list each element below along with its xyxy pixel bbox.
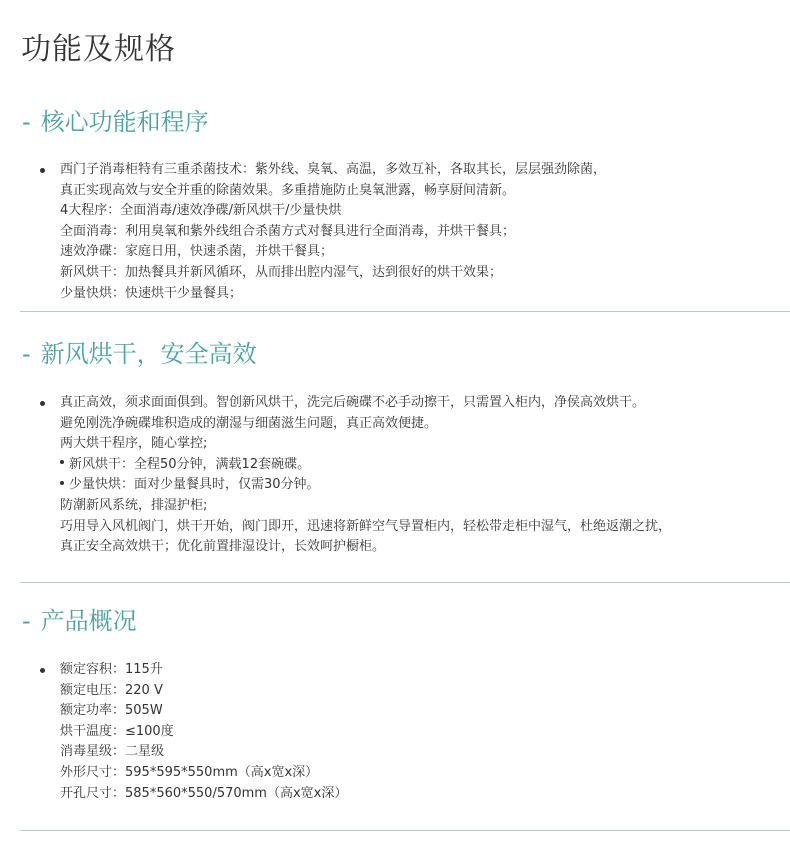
section-heading-product-overview xyxy=(22,603,137,639)
spec-item: 额定电压：220 V xyxy=(60,682,163,698)
section-body-fresh-air-drying xyxy=(40,393,671,558)
list-item: 速效净碟：家庭日用，快速杀菌，并烘干餐具； xyxy=(60,244,334,260)
section-heading-fresh-air-drying xyxy=(22,336,257,372)
spec-item: 开孔尺寸：585*560*550/570mm（高x宽x深） xyxy=(60,785,348,801)
list-item: 两大烘干程序，随心掌控; xyxy=(60,436,208,452)
spec-item: 外形尺寸：595*595*550mm（高x宽x深） xyxy=(60,764,319,780)
bullet-icon xyxy=(40,168,45,173)
list-item: 防潮新风系统，排湿护柜; xyxy=(60,497,208,513)
heading-dash: - xyxy=(22,340,31,368)
heading-dash: - xyxy=(22,607,31,635)
section-divider xyxy=(20,582,790,583)
list-item: 新风烘干：加热餐具并新风循环，从而排出腔内湿气，达到很好的烘干效果； xyxy=(60,264,503,280)
sub-item-text: 新风烘干：全程50分钟，满载12套碗碟。 xyxy=(69,456,311,472)
section-body-product-overview xyxy=(40,660,347,804)
list-item: 避免刚洗净碗碟堆积造成的潮湿与细菌滋生问题，真正高效便捷。 xyxy=(60,415,438,431)
list-item: 真正安全高效烘干；优化前置排湿设计，长效呵护橱柜。 xyxy=(60,539,386,555)
bullet-icon xyxy=(40,401,45,406)
section-heading-core-functions xyxy=(22,104,209,140)
section-title: 产品概况 xyxy=(40,607,137,635)
spec-item: 烘干温度：≤100度 xyxy=(60,723,174,739)
sub-bullet-icon xyxy=(60,460,64,464)
sub-item-text: 少量快烘：面对少量餐具时，仅需30分钟。 xyxy=(69,477,320,493)
bullet-icon xyxy=(40,668,45,673)
section-body-core-functions xyxy=(40,160,606,304)
list-item: 少量快烘：快速烘干少量餐具； xyxy=(60,285,243,301)
list-item: 4大程序：全面消毒/速效净碟/新风烘干/少量快烘 xyxy=(60,203,342,219)
list-item: 全面消毒：利用臭氧和紫外线组合杀菌方式对餐具进行全面消毒，并烘干餐具； xyxy=(60,223,516,239)
page-title: 功能及规格 xyxy=(21,32,176,68)
spec-item: 额定容积：115升 xyxy=(60,662,163,677)
section-title: 新风烘干，安全高效 xyxy=(40,340,257,368)
list-item xyxy=(40,475,671,496)
heading-dash: - xyxy=(22,108,31,136)
spec-item: 消毒星级：二星级 xyxy=(60,744,165,760)
list-item xyxy=(40,455,671,476)
list-item: 真正高效，须求面面俱到。智创新风烘干，洗完后碗碟不必手动擦干，只需置入柜内，净侯高效烘干。 xyxy=(60,395,646,410)
list-item: 西门子消毒柜特有三重杀菌技术：紫外线、臭氧、高温，多效互补，各取其长，层层强劲除菌， xyxy=(60,162,607,177)
section-title: 核心功能和程序 xyxy=(40,108,209,136)
section-divider xyxy=(20,830,790,831)
list-item: 巧用导入风机阀门，烘干开始，阀门即开，迅速将新鲜空气导置柜内，轻松带走柜中湿气，杜绝返潮之扰， xyxy=(60,518,672,534)
list-item: 真正实现高效与安全并重的除菌效果。多重措施防止臭氧泄露，畅享厨间清新。 xyxy=(60,182,516,198)
sub-bullet-icon xyxy=(60,481,64,485)
spec-item: 额定功率：505W xyxy=(60,703,163,719)
section-divider xyxy=(20,311,790,312)
